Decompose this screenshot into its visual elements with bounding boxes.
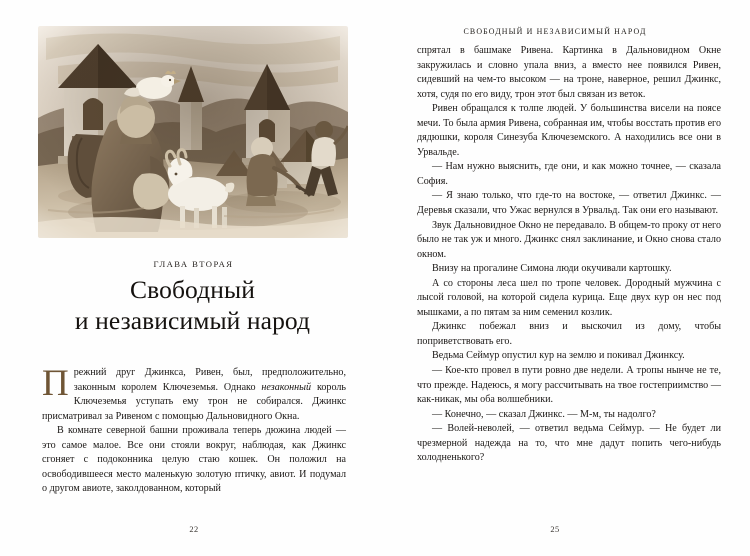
sepia-illustration-image <box>38 26 348 238</box>
illustration-artwork <box>38 26 348 238</box>
folio-left: 22 <box>189 525 199 534</box>
left-body-column <box>42 363 346 497</box>
paragraph-right-4: — Я знаю только, что где-то на востоке, — ответил Джинкс. — Деревья сказали, что Ужас вернулся в Урвальд. Так они его называют. <box>417 190 721 217</box>
paragraph-opening-italic: незаконный <box>261 381 312 393</box>
paragraph-right-3: — Нам нужно выяснить, где они, и как можно точнее, — сказала София. <box>417 161 721 187</box>
right-body-column <box>417 44 721 466</box>
paragraph-right-5: Звук Дальновидное Окно не передавало. В общем-то проку от него было не так уж и много. Джинкс снял заклинание, и Окно снова стало окном. <box>417 219 721 260</box>
paragraph-right-7: А со стороны леса шел по тропе человек. Дородный мужчина с лысой головой, на которой сидела курица. Еще двух кур он нес под мышками, а по пятам за ним семенил козлик. <box>417 277 721 318</box>
right-page <box>375 0 750 556</box>
paragraph-right-10: — Кое-кто провел в пути ровно две недели. А тропы нынче не те, что прежде. Надеюсь, я могу рассчитывать на твое гостеприимство — как-никак, мы оба волшебники. <box>417 365 721 406</box>
paragraph-right-9: Ведьма Сеймур опустил кур на землю и покивал Джинксу. <box>432 350 685 362</box>
paragraph-opening-run-2: король Ключеземья уступать ему трон не собирался. Джинкс присматривал за Ривеном с помощью Дальновидного Окна. <box>42 381 346 422</box>
paragraph-right-6: Внизу на прогалине Симона люди окучивали картошку. <box>432 263 672 275</box>
chapter-label: ГЛАВА ВТОРАЯ <box>153 259 234 269</box>
running-head: СВОБОДНЫЙ И НЕЗАВИСИМЫЙ НАРОД <box>463 27 647 36</box>
paragraph-opening <box>42 363 346 424</box>
paragraph-right-8: Джинкс побежал вниз и выскочил из дому, чтобы поприветствовать его. <box>417 321 721 347</box>
paragraph-left-2: В комнате северной башни проживала теперь дюжина людей — это самое малое. Все они стояли вокруг, наблюдая, как Джинкс сгоняет с подоконника целую стаю кошек. Он положил на освободившееся место маленькую золотую птичку, авиот. И подумал о другом авиоте, заколдованном, который <box>42 425 346 495</box>
chapter-title-line-1: Свободный <box>130 275 255 304</box>
paragraph-right-2: Ривен обращался к толпе людей. У большинства висели на поясе мечи. То была армия Ривена, собранная им, чтобы восстать против его дядюшки, короля Синезуба Ключеземского. А находились все они в Урвальде. <box>417 103 721 158</box>
paragraph-opening-run-1: режний друг Джинкса, Ривен, был, предположительно, законным королем Ключеземья. Однако <box>73 367 346 393</box>
paragraph-right-11: — Конечно, — сказал Джинкс. — М-м, ты надолго? <box>432 408 656 420</box>
drop-cap: П <box>42 363 69 404</box>
chapter-title-line-2: и независимый народ <box>74 306 311 336</box>
chapter-title <box>34 274 351 336</box>
paragraph-right-1: спрятал в башмаке Ривена. Картинка в Дальновидном Окне закружилась и словно упала вниз, а вместо нее появился Ривен, сидевший на чем-то высоком — на троне, наверное, решил Джинкс, хотя, судя по его виду, трон этот был связан из веток. <box>417 45 721 100</box>
folio-right: 25 <box>550 525 560 534</box>
paragraph-right-12: — Волей-неволей, — ответил ведьма Сеймур. — Не будет ли чрезмерной надежда на то, что мне дадут попить чего-нибудь холодненького? <box>417 423 721 464</box>
chapter-illustration <box>38 26 348 238</box>
